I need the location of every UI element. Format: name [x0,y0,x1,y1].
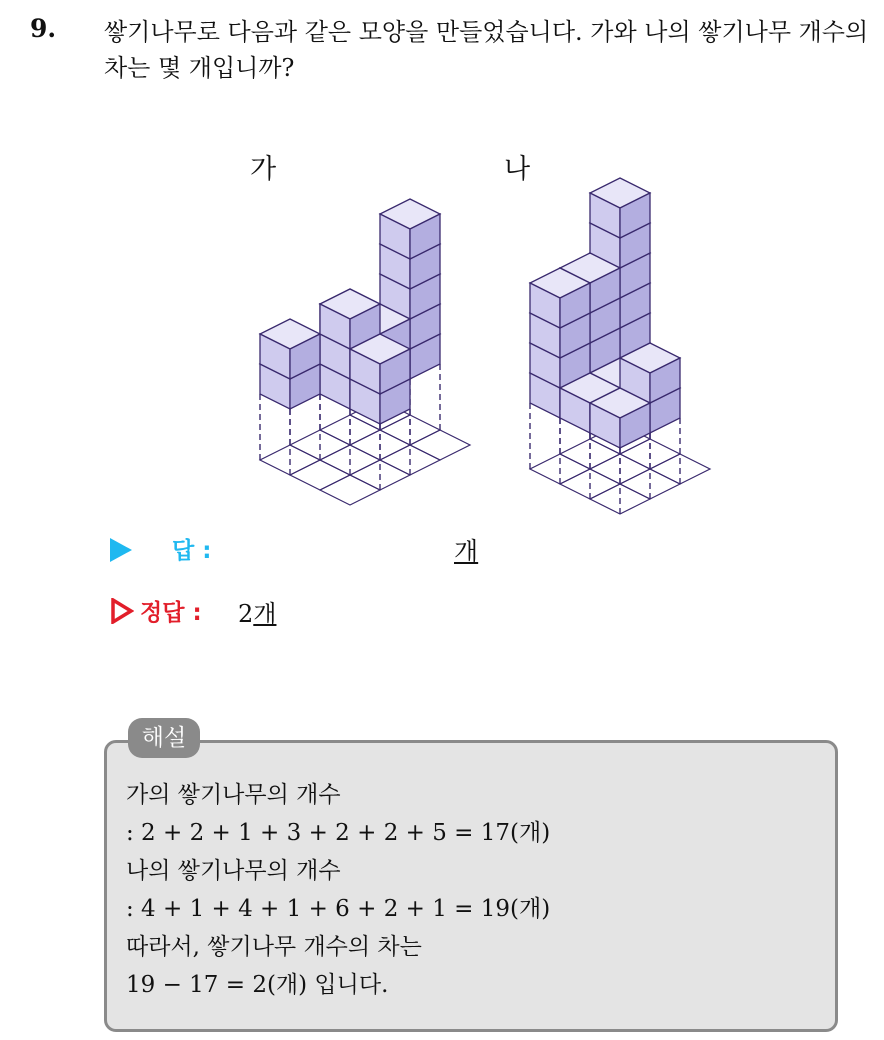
play-triangle-icon [110,538,132,562]
answer-label: 답 : [172,538,212,564]
outline-triangle-icon [110,598,134,624]
solution-line: 19 − 17 = 2(개) 입니다. [126,972,389,998]
solution-line: : 2 + 2 + 1 + 3 + 2 + 2 + 5 = 17(개) [126,820,551,846]
solution-line: 나의 쌓기나무의 개수 [126,858,341,884]
correct-label: 정답 : [140,600,202,626]
figure-label-b: 나 [504,154,531,185]
figure-label-a: 가 [250,154,277,185]
answer-row [110,532,610,568]
solution-line: : 4 + 1 + 4 + 1 + 6 + 2 + 1 = 19(개) [126,896,551,922]
solution-line: 가의 쌓기나무의 개수 [126,782,341,808]
structure-b [530,178,710,514]
question-text: 쌓기나무로 다음과 같은 모양을 만들었습니다. 가와 나의 쌓기나무 개수의 차는 몇 개입니까? [104,18,869,82]
question-number: 9. [30,14,57,43]
solution-line: 따라서, 쌓기나무 개수의 차는 [126,934,422,960]
correct-answer-row [110,594,610,630]
correct-value: 2개 [238,600,277,628]
answer-unit: 개 [454,537,479,566]
solution-tab: 해설 [128,718,200,758]
correct-unit: 개 [253,600,277,628]
structure-a [260,199,470,505]
solution-text [126,776,550,1004]
